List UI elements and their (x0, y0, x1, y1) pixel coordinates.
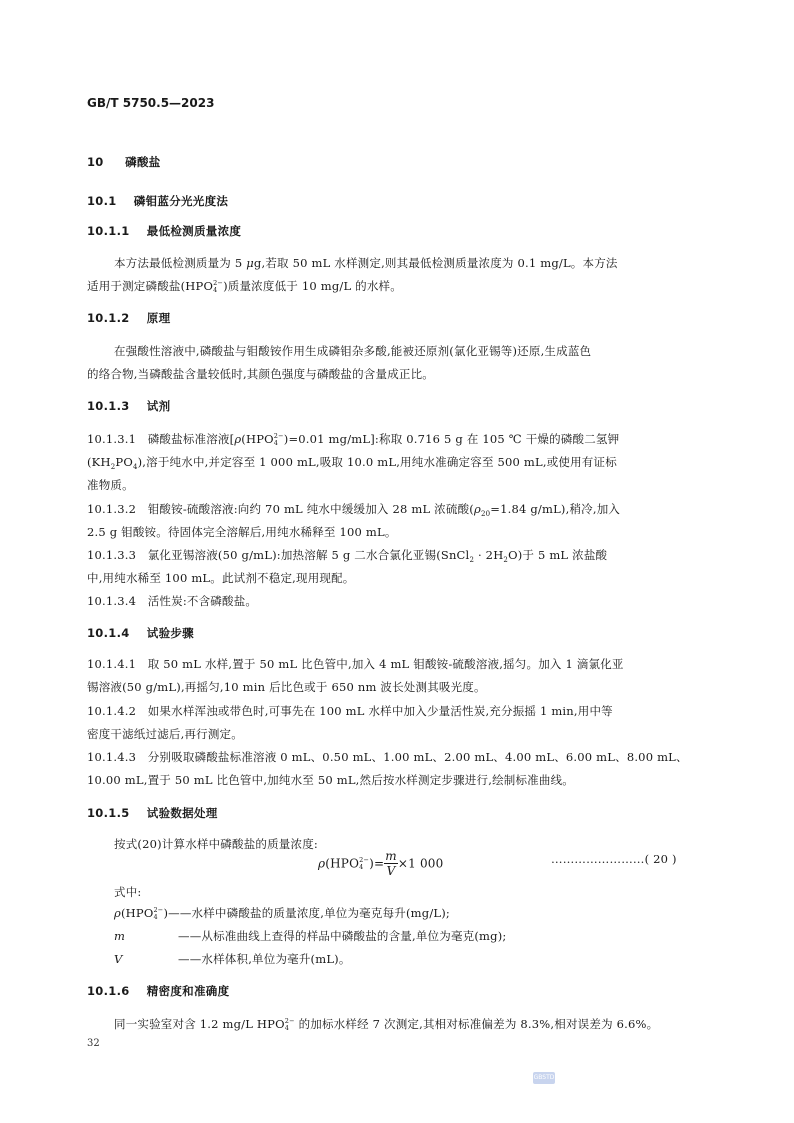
section-number: 10.1.4 (87, 626, 130, 640)
procedure-item (87, 656, 624, 672)
subscript: 4 (284, 1024, 290, 1032)
rho-symbol: ρ (234, 432, 242, 446)
reagent-item (87, 501, 620, 517)
standard-id: GB/T 5750.5—2023 (87, 96, 215, 110)
definition: ——从标准曲线上查得的样品中磷酸盐的含量,单位为毫克(mg); (178, 929, 507, 943)
variable-definition (114, 928, 506, 944)
text: =1.84 g/mL),稍冷,加入 (490, 502, 621, 516)
item-number: 10.1.4.2 (87, 704, 137, 718)
text: (KH (87, 455, 111, 469)
symbol: V (114, 952, 123, 966)
subscript: 2 (469, 556, 475, 564)
text: 如果水样浑浊或带色时,可事先在 100 mL 水样中加入少量活性炭,充分振摇 1 min,用中等 (147, 704, 613, 718)
section-number: 10 (87, 155, 104, 169)
rho-symbol: ρ (114, 906, 121, 920)
paragraph-line: 10.00 mL,置于 50 mL 比色管中,加纯水至 50 mL,然后按水样测定步骤进行,绘制标准曲线。 (87, 773, 574, 787)
paragraph-line: 密度干滤纸过滤后,再行测定。 (87, 727, 243, 741)
reagent-item (87, 547, 607, 563)
section-title: 试剂 (146, 399, 171, 413)
text: PO (115, 455, 133, 469)
text: 取 50 mL 水样,置于 50 mL 比色管中,加入 4 mL 钼酸铵-硫酸溶液,摇匀。加入 1 滴氯化亚 (147, 657, 624, 671)
item-number: 10.1.4.1 (87, 657, 137, 671)
section-title: 原理 (146, 311, 171, 325)
item-number: 10.1.3.2 (87, 502, 137, 516)
paragraph-line: 准物质。 (87, 478, 134, 492)
subscript: 2 (503, 556, 509, 564)
text: 分别吸取磷酸盐标准溶液 0 mL、0.50 mL、1.00 mL、2.00 mL、4.00 mL、6.00 mL、8.00 mL、 (147, 750, 688, 764)
section-10-1-3-heading (87, 398, 170, 414)
section-number: 10.1 (87, 194, 117, 208)
rho-symbol: ρ (318, 856, 326, 871)
subscript: 4 (132, 463, 138, 471)
subscript: 20 (480, 510, 491, 518)
section-10-1-heading (87, 193, 228, 209)
text: )质量浓度低于 10 mg/L 的水样。 (223, 279, 402, 293)
variable-definition (114, 951, 351, 967)
definition: ——水样体积,单位为毫升(mL)。 (178, 952, 351, 966)
procedure-item (87, 749, 688, 765)
text: 本方法最低检测质量为 5 (114, 256, 247, 270)
subscript: 4 (213, 286, 218, 294)
paragraph-line: 2.5 g 钼酸铵。待固体完全溶解后,用纯水稀释至 100 mL。 (87, 525, 397, 539)
publisher-stamp-icon: GBSTD (533, 1072, 555, 1084)
text: )=0.01 mg/mL]:称取 0.716 5 g 在 105 ℃ 干燥的磷酸二氢钾 (283, 432, 620, 446)
paragraph-line: 在强酸性溶液中,磷酸盐与钼酸铵作用生成磷钼杂多酸,能被还原剂(氯化亚锡等)还原,生成蓝色 (114, 344, 592, 358)
variable-definition (114, 905, 450, 921)
formula-lhs: (HPO (325, 856, 360, 871)
reagent-item (87, 593, 257, 609)
equation-number: ( 20 ) (644, 852, 677, 866)
paragraph-line: 锡溶液(50 g/mL),再摇匀,10 min 后比色或于 650 nm 波长处测其吸光度。 (87, 680, 486, 694)
section-title: 精密度和准确度 (146, 984, 230, 998)
section-number: 10.1.2 (87, 311, 130, 325)
text: ),溶于纯水中,并定容至 1 000 mL,吸取 10.0 mL,用纯水准确定容至 500 mL,或使用有证标 (137, 455, 617, 469)
formula-rhs: ×1 000 (397, 856, 444, 871)
rho-symbol: ρ (473, 502, 481, 516)
section-number: 10.1.1 (87, 224, 130, 238)
where-label: 式中: (114, 885, 142, 899)
numerator: m (385, 849, 397, 863)
superscript: 2− (213, 279, 224, 287)
section-10-1-5-heading (87, 805, 218, 821)
symbol: ) (163, 906, 169, 920)
text: 同一实验室对含 1.2 mg/L HPO (114, 1017, 285, 1031)
text: (HPO (241, 432, 274, 446)
superscript: 2− (284, 1017, 295, 1025)
subscript: 4 (273, 439, 279, 447)
section-10-1-4-heading (87, 625, 194, 641)
text: 活性炭:不含磷酸盐。 (147, 594, 258, 608)
text: 氯化亚锡溶液(50 g/mL):加热溶解 5 g 二水合氯化亚锡(SnCl (147, 548, 470, 562)
fraction (384, 850, 398, 878)
section-title: 磷酸盐 (125, 155, 161, 169)
text: g,若取 50 mL 水样测定,则其最低检测质量浓度为 0.1 mg/L。本方法 (253, 256, 618, 270)
item-number: 10.1.4.3 (87, 750, 137, 764)
section-number: 10.1.6 (87, 984, 130, 998)
text: 磷酸盐标准溶液[ (147, 432, 235, 446)
paragraph-line (114, 255, 618, 271)
text: O)于 5 mL 浓盐酸 (508, 548, 608, 562)
superscript: 2− (359, 856, 370, 864)
section-number: 10.1.3 (87, 399, 130, 413)
equation-leader (551, 852, 677, 866)
paragraph-line: 的络合物,当磷酸盐含量较低时,其颜色强度与磷酸盐的含量成正比。 (87, 367, 435, 381)
procedure-item (87, 703, 613, 719)
section-title: 试验步骤 (146, 626, 194, 640)
section-10-1-2-heading (87, 310, 170, 326)
paragraph-line: 按式(20)计算水样中磷酸盐的质量浓度: (114, 837, 318, 851)
section-title: 试验数据处理 (146, 806, 218, 820)
formula-equals: )= (369, 856, 385, 871)
reagent-item (87, 431, 619, 447)
subscript: 4 (359, 863, 364, 871)
symbol: (HPO (120, 906, 154, 920)
section-10-1-6-heading (87, 983, 229, 999)
text: · 2H (474, 548, 504, 562)
item-number: 10.1.3.1 (87, 432, 137, 446)
subscript: 4 (153, 913, 158, 921)
section-number: 10.1.5 (87, 806, 130, 820)
denominator: V (386, 864, 396, 878)
leader-dots: …………………… (551, 852, 645, 866)
superscript: 2− (153, 906, 164, 914)
section-title: 最低检测质量浓度 (146, 224, 242, 238)
item-number: 10.1.3.3 (87, 548, 137, 562)
paragraph-line: 中,用纯水稀至 100 mL。此试剂不稳定,现用现配。 (87, 571, 355, 585)
section-10-heading (87, 154, 161, 170)
text: 适用于测定磷酸盐(HPO (87, 279, 214, 293)
text: 的加标水样经 7 次测定,其相对标准偏差为 8.3%,相对误差为 6.6%。 (294, 1017, 659, 1031)
paragraph-line (87, 278, 402, 294)
section-title: 磷钼蓝分光光度法 (133, 194, 229, 208)
definition: ——水样中磷酸盐的质量浓度,单位为毫克每升(mg/L); (168, 906, 451, 920)
item-number: 10.1.3.4 (87, 594, 137, 608)
superscript: 2− (273, 432, 284, 440)
subscript: 2 (110, 463, 116, 471)
equation-20 (318, 850, 443, 878)
paragraph-line (87, 454, 617, 470)
text: 钼酸铵-硫酸溶液:向约 70 mL 纯水中缓缓加入 28 mL 浓硫酸( (147, 502, 474, 516)
paragraph-line (114, 1016, 658, 1032)
mu-symbol: μ (246, 256, 254, 270)
section-10-1-1-heading (87, 223, 241, 239)
page-number: 32 (87, 1038, 100, 1049)
symbol: m (114, 929, 126, 943)
